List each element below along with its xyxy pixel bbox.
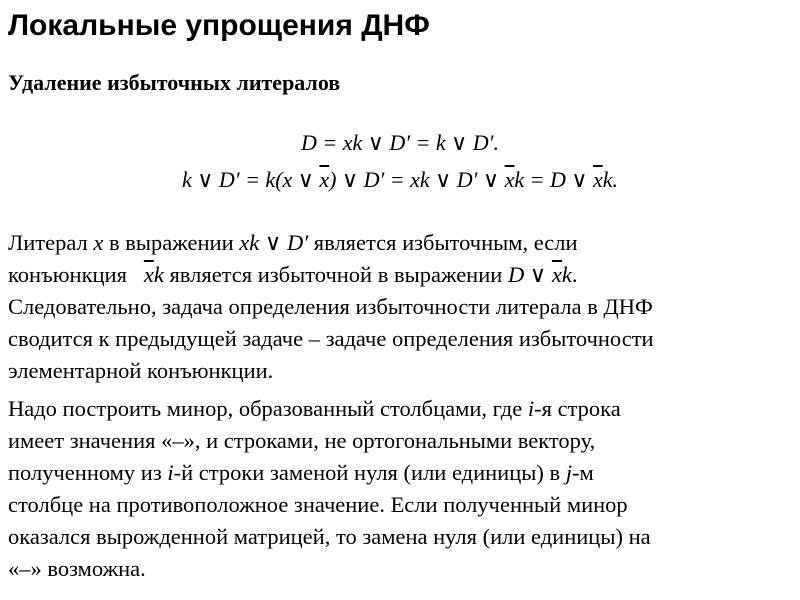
math-expression: xk ∨ D′	[239, 230, 309, 255]
text-run: Надо построить минор, образованный столбцами, где	[8, 396, 528, 421]
formula-text: k ∨ D′ = k(x ∨	[182, 167, 320, 192]
negated-variable: $\overline{x}$	[592, 167, 603, 192]
text-run: -м	[572, 460, 594, 485]
math-expression: D ∨	[507, 262, 552, 287]
text-run: является избыточным, если	[308, 230, 578, 255]
math-variable: k	[561, 262, 572, 287]
formula-line-2	[0, 165, 800, 195]
text-line: оказался вырожденной матрицей, то замена нуля (или единицы) на	[8, 524, 651, 549]
text-run: конъюнкция	[8, 262, 144, 287]
text-line	[8, 227, 792, 259]
formula-line-1	[0, 128, 800, 158]
text-run: в выражении	[103, 230, 240, 255]
text-line: сводится к предыдущей задаче – задаче определения избыточности	[8, 326, 654, 351]
text-line	[8, 457, 792, 489]
text-line: столбце на противоположное значение. Если полученный минор	[8, 492, 628, 517]
formula-text: k = D ∨	[514, 167, 593, 192]
negated-variable: $\overline{x}$	[319, 167, 330, 192]
text-run: .	[571, 262, 578, 287]
formula-text: ) ∨ D′ = xk ∨ D′ ∨	[329, 167, 505, 192]
negated-variable: $\overline{x}$	[504, 167, 515, 192]
math-variable: j	[565, 460, 573, 485]
slide-title: Локальные упрощения ДНФ	[8, 9, 430, 42]
text-line	[8, 259, 792, 291]
paragraph-literal-redundancy	[8, 227, 792, 387]
text-run: -й строки заменой нуля (или единицы) в	[173, 460, 566, 485]
negated-variable: $\overline{x}$	[143, 262, 154, 287]
text-line: элементарной конъюнкции.	[8, 358, 274, 383]
formula-text: k.	[602, 167, 618, 192]
formula-text: D = xk ∨ D′ = k ∨ D′.	[301, 130, 499, 155]
negated-variable: $\overline{x}$	[551, 262, 562, 287]
text-run: является избыточной в выражении	[163, 262, 508, 287]
text-line: Следовательно, задача определения избыточности литерала в ДНФ	[8, 294, 653, 319]
text-run: полученному из	[8, 460, 168, 485]
text-line	[8, 393, 792, 425]
paragraph-minor-construction	[8, 393, 792, 585]
text-line: «–» возможна.	[8, 556, 146, 581]
math-variable: k	[153, 262, 164, 287]
text-run: Литерал	[8, 230, 94, 255]
math-variable: i	[167, 460, 174, 485]
text-line: имеет значения «–», и строками, не ортогональными вектору,	[8, 428, 596, 453]
text-run: -я строка	[534, 396, 621, 421]
section-subtitle: Удаление избыточных литералов	[8, 70, 341, 95]
math-variable: i	[527, 396, 535, 421]
math-variable: x	[93, 230, 104, 255]
